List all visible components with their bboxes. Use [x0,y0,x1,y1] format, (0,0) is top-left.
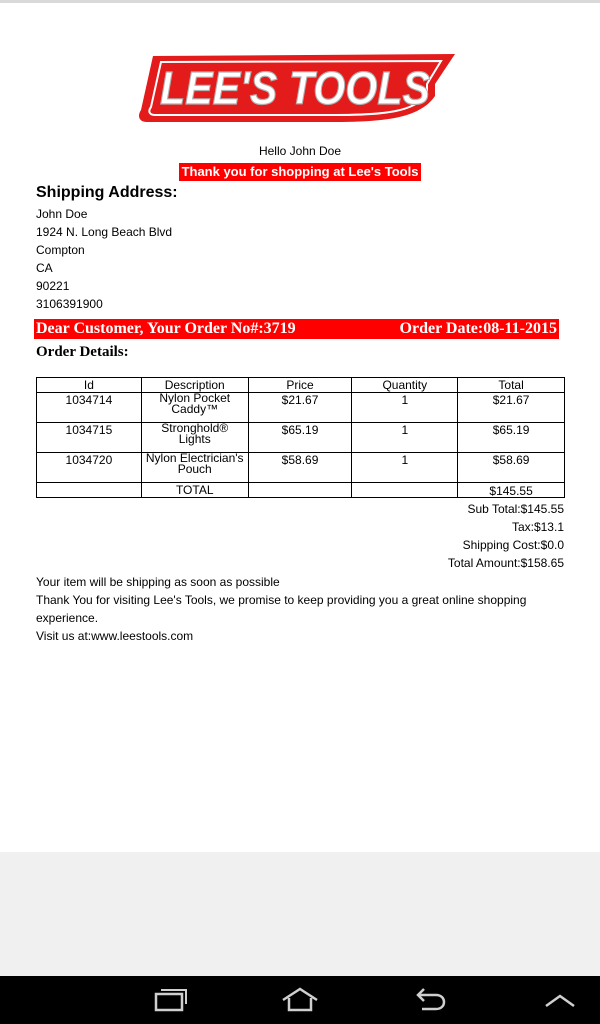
table-total-row [37,483,565,498]
subtotal: Sub Total:$145.55 [467,502,564,516]
cell-total: $65.19 [458,423,565,453]
address-phone: 3106391900 [36,297,103,311]
cell-empty [37,483,142,498]
footer-website: Visit us at:www.leestools.com [36,629,194,643]
address-street: 1924 N. Long Beach Blvd [36,225,173,239]
address-zip: 90221 [36,279,70,293]
cell-quantity: 1 [352,393,458,423]
footer-shipping-note: Your item will be shipping as soon as possible [36,575,280,589]
address-state: CA [36,261,53,275]
header-description: Description [141,378,248,393]
back-icon[interactable] [390,976,470,1024]
total-label: TOTAL [141,483,248,498]
order-banner [34,319,559,339]
cell-description: Nylon Pocket Caddy™ [141,393,248,423]
order-number: Dear Customer, Your Order No#:3719 [36,320,296,337]
top-divider [0,0,600,3]
order-items-table [36,377,565,498]
table-row [37,423,565,453]
thanks-banner: Thank you for shopping at Lee's Tools [179,163,422,181]
cell-empty [248,483,352,498]
address-name: John Doe [36,207,88,221]
cell-empty [352,483,458,498]
order-details-title: Order Details: [36,344,129,360]
cell-quantity: 1 [352,453,458,483]
header-quantity: Quantity [352,378,458,393]
shipping-address [36,205,172,313]
shipping-address-title: Shipping Address: [36,184,178,201]
header-id: Id [37,378,142,393]
address-city: Compton [36,243,85,257]
empty-panel [0,852,600,976]
header-total: Total [458,378,565,393]
up-chevron-icon[interactable] [520,976,600,1024]
order-date: Order Date:08-11-2015 [399,320,557,337]
order-totals [448,500,564,572]
footer-thanks-note: Thank You for visiting Lee's Tools, we promise to keep providing you a great online shopping experience. [36,593,527,625]
footer-message [36,573,566,645]
cell-id: 1034720 [37,453,142,483]
recent-apps-icon[interactable] [130,976,210,1024]
total-value: $145.55 [458,483,565,498]
cell-total: $58.69 [458,453,565,483]
greeting: Hello John Doe [258,144,342,158]
cell-price: $21.67 [248,393,352,423]
cell-description: Nylon Electrician's Pouch [141,453,248,483]
cell-total: $21.67 [458,393,565,423]
table-header-row [37,378,565,393]
table-row [37,393,565,423]
logo-text: LEE'S TOOLS [160,62,431,114]
cell-quantity: 1 [352,423,458,453]
shipping-cost: Shipping Cost:$0.0 [462,538,564,552]
cell-description: Stronghold® Lights [141,423,248,453]
system-navigation-bar [0,976,600,1024]
cell-id: 1034715 [37,423,142,453]
table-row [37,453,565,483]
home-icon[interactable] [260,976,340,1024]
tax: Tax:$13.1 [511,520,564,534]
total-amount: Total Amount:$158.65 [447,556,564,570]
cell-price: $65.19 [248,423,352,453]
header-price: Price [248,378,352,393]
cell-id: 1034714 [37,393,142,423]
cell-price: $58.69 [248,453,352,483]
lees-tools-logo [135,48,465,126]
